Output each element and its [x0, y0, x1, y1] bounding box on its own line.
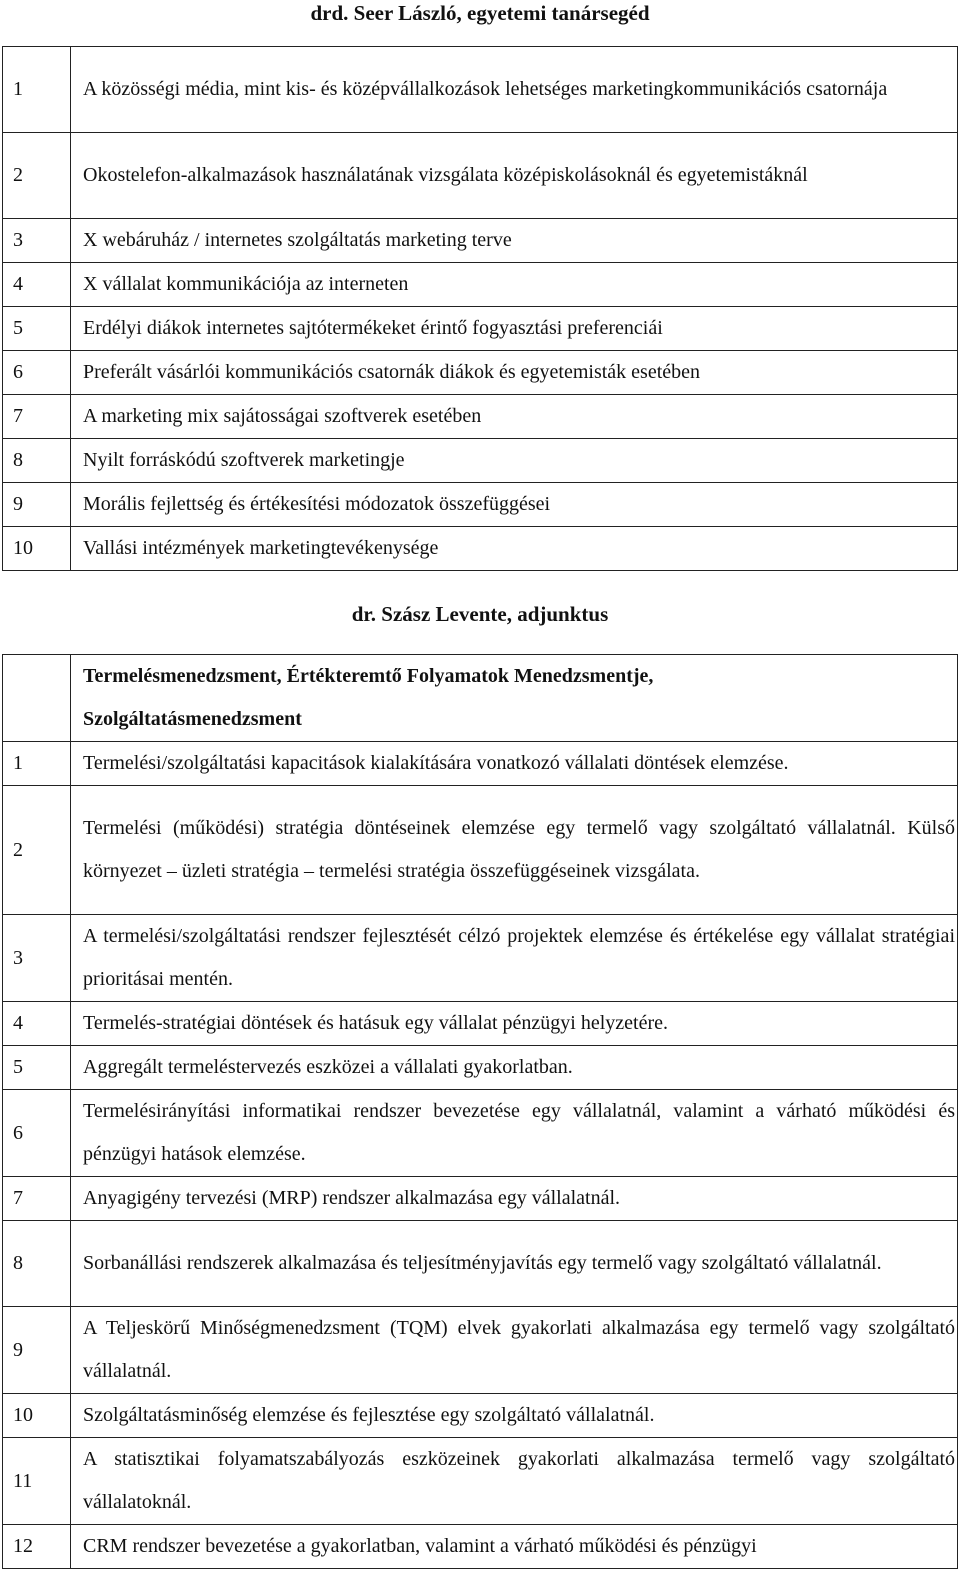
table-row [3, 263, 958, 307]
row-number: 4 [3, 263, 71, 307]
table-row [3, 1394, 958, 1438]
topics-table-seer [2, 46, 958, 571]
table-row [3, 742, 958, 786]
table-row [3, 1002, 958, 1046]
table-row [3, 133, 958, 219]
table-row [3, 1177, 958, 1221]
row-topic: Szolgáltatásminőség elemzése és fejlesztése egy szolgáltató vállalatnál. [71, 1394, 958, 1438]
row-topic: Vallási intézmények marketingtevékenysége [71, 527, 958, 571]
row-number: 3 [3, 219, 71, 263]
row-topic: A statisztikai folyamatszabályozás eszközeinek gyakorlati alkalmazása termelő vagy szolgáltató vállalatoknál. [71, 1438, 958, 1525]
table-row [3, 483, 958, 527]
row-number-empty [3, 655, 71, 742]
row-number: 11 [3, 1438, 71, 1525]
row-number: 9 [3, 1307, 71, 1394]
row-number: 3 [3, 915, 71, 1002]
row-number: 6 [3, 351, 71, 395]
table-row [3, 219, 958, 263]
row-topic: A termelési/szolgáltatási rendszer fejlesztését célzó projektek elemzése és értékelése egy vállalat stratégiai prioritásai mentén. [71, 915, 958, 1002]
row-number: 4 [3, 1002, 71, 1046]
row-number: 10 [3, 1394, 71, 1438]
row-number: 2 [3, 133, 71, 219]
row-topic: Anyagigény tervezési (MRP) rendszer alkalmazása egy vállalatnál. [71, 1177, 958, 1221]
table-row [3, 307, 958, 351]
row-topic: Termelés-stratégiai döntések és hatásuk egy vállalat pénzügyi helyzetére. [71, 1002, 958, 1046]
row-number: 7 [3, 395, 71, 439]
table-row [3, 527, 958, 571]
row-topic: Termelési (működési) stratégia döntéseinek elemzése egy termelő vagy szolgáltató vállalatnál. Külső környezet – üzleti stratégia – termelési stratégia összefüggéseinek vizsgálata. [71, 786, 958, 915]
row-topic: Preferált vásárlói kommunikációs csatornák diákok és egyetemisták esetében [71, 351, 958, 395]
course-title-line1: Termelésmenedzsment, Értékteremtő Folyamatok Menedzsmentje, [83, 665, 654, 687]
row-number: 5 [3, 1046, 71, 1090]
table-row [3, 786, 958, 915]
row-number: 2 [3, 786, 71, 915]
table-row [3, 1307, 958, 1394]
table-row [3, 395, 958, 439]
table-title-row [3, 655, 958, 742]
row-number: 9 [3, 483, 71, 527]
row-number: 10 [3, 527, 71, 571]
row-topic: A marketing mix sajátosságai szoftverek esetében [71, 395, 958, 439]
row-number: 8 [3, 1221, 71, 1307]
table-row [3, 915, 958, 1002]
table-row [3, 47, 958, 133]
row-number: 7 [3, 1177, 71, 1221]
row-topic: Termelésirányítási informatikai rendszer bevezetése egy vállalatnál, valamint a várható működési és pénzügyi hatások elemzése. [71, 1090, 958, 1177]
row-topic: X vállalat kommunikációja az interneten [71, 263, 958, 307]
row-topic: Morális fejlettség és értékesítési módozatok összefüggései [71, 483, 958, 527]
course-title-line2: Szolgáltatásmenedzsment [83, 708, 302, 730]
row-number: 1 [3, 742, 71, 786]
table-row [3, 1221, 958, 1307]
table-row [3, 1438, 958, 1525]
row-topic: CRM rendszer bevezetése a gyakorlatban, valamint a várható működési és pénzügyi [71, 1525, 958, 1569]
topics-table-szasz [2, 654, 958, 1569]
row-topic: A Teljeskörű Minőségmenedzsment (TQM) elvek gyakorlati alkalmazása egy termelő vagy szolgáltató vállalatnál. [71, 1307, 958, 1394]
row-topic: Sorbanállási rendszerek alkalmazása és teljesítményjavítás egy termelő vagy szolgáltató vállalatnál. [71, 1221, 958, 1307]
row-topic: X webáruház / internetes szolgáltatás marketing terve [71, 219, 958, 263]
row-number: 8 [3, 439, 71, 483]
row-number: 6 [3, 1090, 71, 1177]
row-topic: A közösségi média, mint kis- és középvállalkozások lehetséges marketingkommunikációs csatornája [71, 47, 958, 133]
section2-heading: dr. Szász Levente, adjunktus [351, 602, 609, 626]
table-row [3, 1090, 958, 1177]
row-topic: Erdélyi diákok internetes sajtótermékeket érintő fogyasztási preferenciái [71, 307, 958, 351]
table-row [3, 351, 958, 395]
table-row [3, 1525, 958, 1569]
row-number: 5 [3, 307, 71, 351]
course-title [71, 655, 958, 742]
table-row [3, 439, 958, 483]
row-number: 12 [3, 1525, 71, 1569]
section1-heading: drd. Seer László, egyetemi tanársegéd [310, 1, 650, 25]
row-topic: Nyilt forráskódú szoftverek marketingje [71, 439, 958, 483]
row-topic: Termelési/szolgáltatási kapacitások kialakítására vonatkozó vállalati döntések elemzése. [71, 742, 958, 786]
row-topic: Aggregált termeléstervezés eszközei a vállalati gyakorlatban. [71, 1046, 958, 1090]
table-row [3, 1046, 958, 1090]
row-number: 1 [3, 47, 71, 133]
row-topic: Okostelefon-alkalmazások használatának vizsgálata középiskolásoknál és egyetemistáknál [71, 133, 958, 219]
